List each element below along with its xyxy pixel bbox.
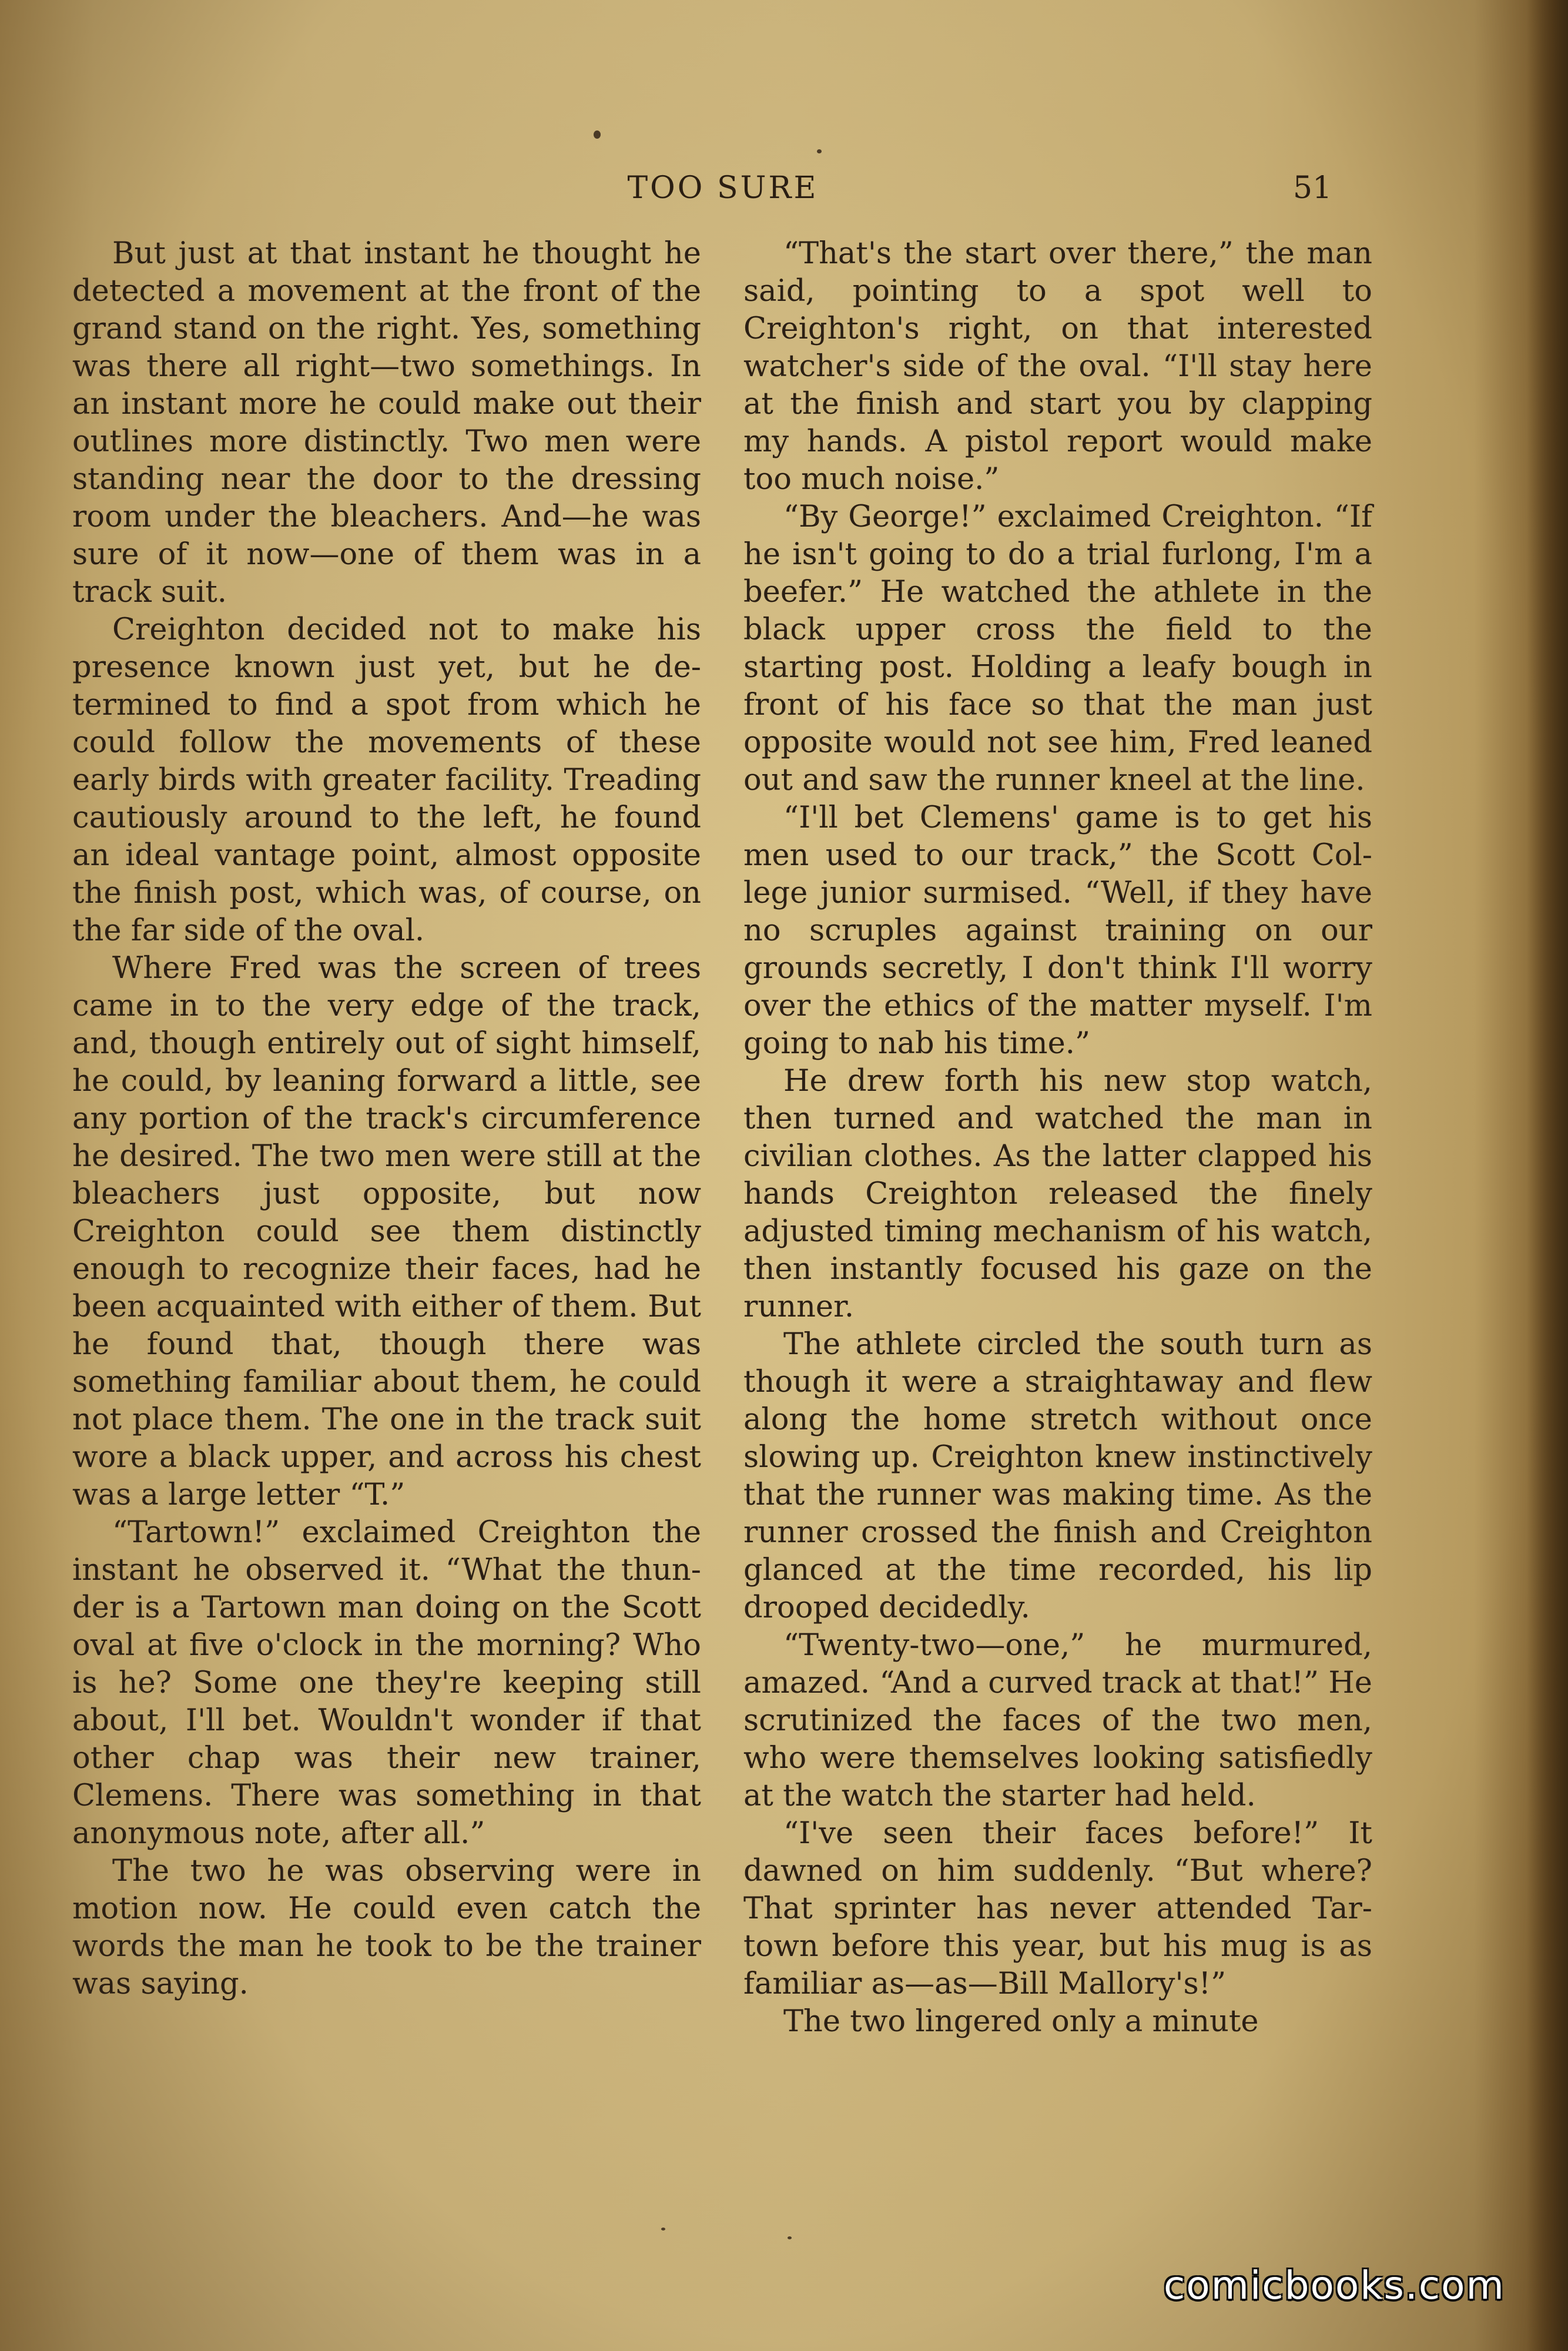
- paragraph: “Twenty-two—one,” he murmured, amazed. “And a curved track at that!” He scrutinized the faces of the two men, who were themselves looking satisfiedly at the watch the starter had held.: [743, 1628, 1372, 1813]
- paragraph: Where Fred was the screen of trees came in to the very edge of the track, and, though entirely out of sight himself, he could, by leaning forward a little, see any portion of the track's circumference he desired. The two men were still at the bleachers just opposite, but now Creighton could see them distinctly enough to recognize their faces, had he been acquainted with either of them. But he found that, though there was something familiar about them, he could not place them. The one in the track suit wore a black upper, and across his chest was a large letter “T.”: [72, 951, 701, 1512]
- running-header: [0, 170, 1568, 217]
- paragraph: “That's the start over there,” the man said, pointing to a spot well to Creighton's right, on that interested watcher's side of the oval. “I'll stay here at the finish and start you by clapping my hands. A pistol report would make too much noise.”: [743, 236, 1372, 497]
- paragraph: The two lingered only a minute: [783, 2004, 1259, 2039]
- left-column: [72, 235, 701, 2003]
- right-column: [743, 235, 1372, 2041]
- paragraph: Creighton decided not to make his presence known just yet, but he determined to find a spot from which he could follow the movements of these early birds with greater facility. Treading cautiously around to the left, he found an ideal vantage point, almost opposite the finish post, which was, of course, on the far side of the oval.: [72, 612, 701, 948]
- paragraph: “I'll bet Clemens' game is to get his men used to our track,” the Scott College junior surmised. “Well, if they have no scruples against training on our grounds secretly, I don't think I'll worry over the ethics of the matter myself. I'm going to nab his time.”: [743, 801, 1372, 1061]
- ink-speck: [661, 2228, 665, 2231]
- paragraph: But just at that instant he thought he detected a movement at the front of the grand stand on the right. Yes, something was there all right—two somethings. In an instant more he could make out their outlines more distinctly. Two men were standing near the door to the dressing room under the bleachers. And—he was sure of it now—one of them was in a track suit.: [72, 236, 701, 609]
- page-number: 51: [1293, 170, 1332, 206]
- ink-speck: [594, 130, 601, 139]
- paragraph: “Tartown!” exclaimed Creighton the instant he observed it. “What the thunder is a Tartown man doing on the Scott oval at five o'clock in the morning? Who is he? Some one they're keeping still about, I'll bet. Wouldn't wonder if that other chap was their new trainer, Clemens. There was something in that anonymous note, after all.”: [72, 1515, 701, 1851]
- paragraph: The athlete circled the south turn as though it were a straightaway and flew along the home stretch without once slowing up. Creighton knew instinctively that the runner was making time. As the runner crossed the finish and Creighton glanced at the time recorded, his lip drooped decidedly.: [743, 1327, 1372, 1625]
- ink-speck: [817, 149, 822, 153]
- paragraph: The two he was observing were in motion now. He could even catch the words the man he took to be the trainer was saying.: [72, 1854, 701, 2001]
- running-title: TOO SURE: [627, 170, 819, 206]
- site-watermark: comicbooks.com: [1164, 2263, 1505, 2308]
- paragraph: He drew forth his new stop watch, then turned and watched the man in civilian clothes. As the latter clapped his hands Creighton released the finely adjusted timing mechanism of his watch, then instantly focused his gaze on the runner.: [743, 1064, 1372, 1324]
- paragraph: “I've seen their faces before!” It dawned on him suddenly. “But where? That sprinter has never attended Tartown before this year, but his mug is as familiar as—as—Bill Mallory's!”: [743, 1816, 1372, 2001]
- ink-speck: [788, 2236, 792, 2239]
- paragraph: “By George!” exclaimed Creighton. “If he isn't going to do a trial furlong, I'm a beefer.” He watched the athlete in the black upper cross the field to the starting post. Holding a leafy bough in front of his face so that the man just opposite would not see him, Fred leaned out and saw the runner kneel at the line.: [743, 500, 1372, 798]
